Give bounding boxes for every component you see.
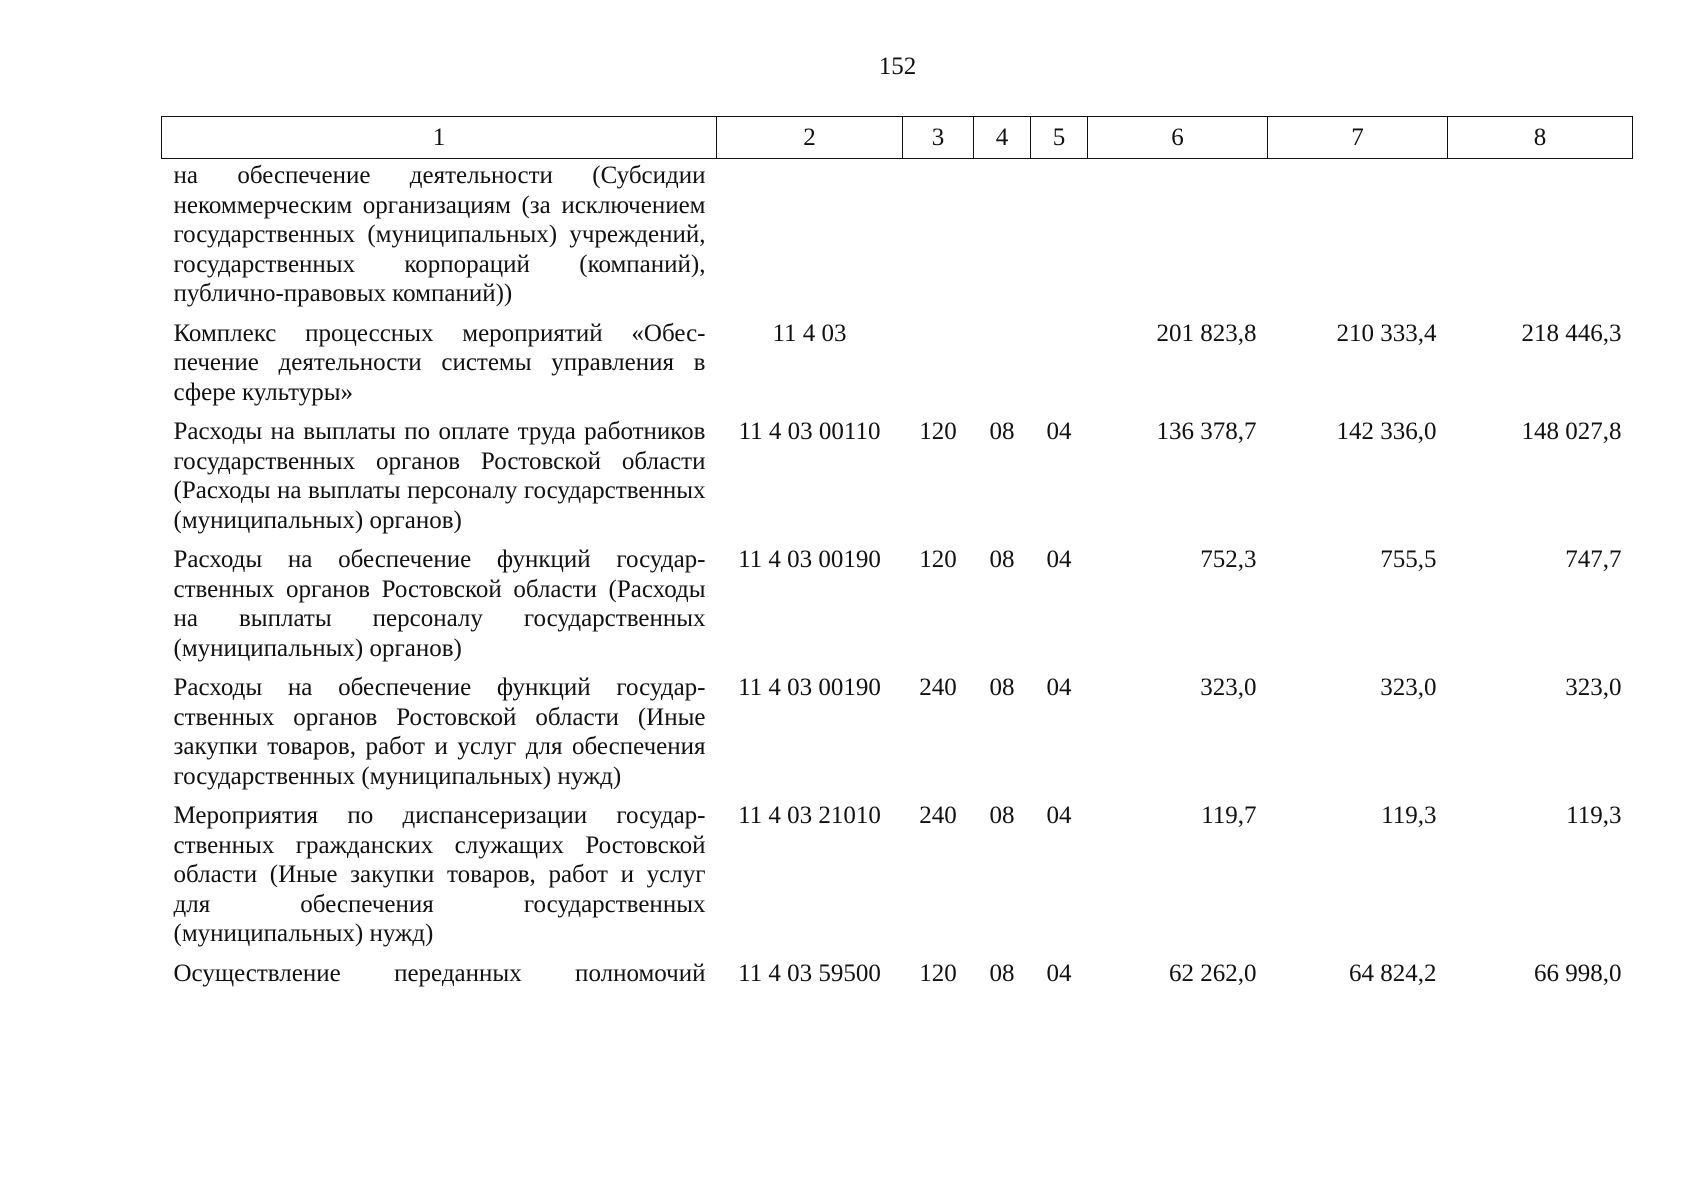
row-amount-col6: 136 378,7 (1156, 418, 1257, 445)
row-amount-col8 (1448, 159, 1633, 319)
table-row (162, 159, 1633, 319)
table-row (162, 673, 1633, 801)
row-target-code: 11 4 03 (772, 319, 847, 347)
row-amount-col8: 119,3 (1566, 802, 1622, 829)
header-col-7: 7 (1268, 117, 1448, 159)
row-name: Мероприятия по диспансеризации государственных гражданских служащих Ростовской области (Иные закупки товаров, работ и услуг для обеспечения государственных (муниципальных) нужд) (173, 802, 706, 947)
row-amount-col6: 201 823,8 (1156, 319, 1257, 347)
row-amount-col8: 66 998,0 (1534, 959, 1622, 987)
row-expense-type: 120 (919, 959, 957, 987)
row-amount-col8: 747,7 (1565, 546, 1622, 573)
row-amount-col7: 210 333,4 (1336, 319, 1437, 347)
row-amount-col7 (1268, 159, 1448, 319)
row-name: Осуществление переданных полномочий (173, 959, 706, 987)
table-header (162, 117, 1633, 159)
row-amount-col6: 119,7 (1201, 802, 1257, 829)
row-amount-col8: 218 446,3 (1521, 319, 1622, 347)
table-row (162, 801, 1633, 959)
row-target-code: 11 4 03 00110 (738, 418, 881, 445)
header-col-1: 1 (162, 117, 717, 159)
row-expense-type (903, 159, 974, 319)
row-section (974, 319, 1031, 418)
header-col-3: 3 (903, 117, 974, 159)
row-section: 08 (989, 959, 1015, 987)
row-amount-col8: 148 027,8 (1521, 418, 1622, 445)
table-body (162, 159, 1633, 999)
row-subsection (1031, 159, 1088, 319)
row-expense-type (903, 319, 974, 418)
row-expense-type: 120 (919, 546, 957, 573)
row-target-code: 11 4 03 00190 (738, 674, 881, 701)
budget-table (161, 116, 1633, 998)
row-amount-col6: 752,3 (1200, 546, 1257, 573)
row-name: на обеспечение деятельности (Субсидии некоммерческим организациям (за исключением государственных (муниципальных) учреждений, государственных корпораций (компаний), публично-правовых компаний)) (173, 162, 706, 307)
table-row (162, 545, 1633, 673)
row-name: Расходы на обеспечение функций государственных органов Ростовской области (Иные закупки товаров, работ и услуг для обеспечения государственных (муниципальных) нужд) (173, 674, 706, 790)
row-section: 08 (989, 418, 1015, 445)
row-target-code: 11 4 03 21010 (738, 802, 881, 829)
row-amount-col8: 323,0 (1565, 674, 1622, 701)
table-row (162, 417, 1633, 545)
row-section: 08 (989, 674, 1015, 701)
row-subsection: 04 (1046, 959, 1072, 987)
row-name: Расходы на выплаты по оплате труда работников государственных органов Ростовской области (Расходы на выплаты персоналу государственных (муниципальных) органов) (173, 418, 706, 534)
page-number: 152 (878, 53, 917, 80)
row-amount-col7: 64 824,2 (1349, 959, 1437, 987)
row-expense-type: 240 (919, 802, 957, 829)
row-amount-col6: 323,0 (1200, 674, 1257, 701)
header-col-8: 8 (1448, 117, 1633, 159)
row-amount-col7: 323,0 (1380, 674, 1437, 701)
row-target-code (717, 159, 903, 319)
header-col-6: 6 (1088, 117, 1268, 159)
header-col-2: 2 (717, 117, 903, 159)
row-name: Комплекс процессных мероприятий «Обеспечение деятельности системы управления в сфере культуры» (173, 319, 706, 406)
table-row (162, 959, 1633, 999)
row-amount-col6: 62 262,0 (1169, 959, 1257, 987)
row-subsection: 04 (1046, 418, 1072, 445)
table-row (162, 319, 1633, 418)
row-expense-type: 120 (919, 418, 957, 445)
row-target-code: 11 4 03 59500 (738, 959, 881, 987)
header-col-5: 5 (1031, 117, 1088, 159)
row-section: 08 (989, 802, 1015, 829)
row-subsection: 04 (1046, 546, 1072, 573)
header-col-4: 4 (974, 117, 1031, 159)
row-subsection: 04 (1046, 674, 1072, 701)
row-amount-col7: 142 336,0 (1336, 418, 1437, 445)
row-section (974, 159, 1031, 319)
row-subsection (1031, 319, 1088, 418)
row-expense-type: 240 (919, 674, 957, 701)
header-row (162, 117, 1633, 159)
row-name: Расходы на обеспечение функций государственных органов Ростовской области (Расходы на выплаты персоналу государственных (муниципальных) органов) (173, 546, 706, 662)
row-subsection: 04 (1046, 802, 1072, 829)
row-target-code: 11 4 03 00190 (738, 546, 881, 573)
row-amount-col7: 755,5 (1380, 546, 1437, 573)
row-amount-col6 (1088, 159, 1268, 319)
row-section: 08 (989, 546, 1015, 573)
row-amount-col7: 119,3 (1381, 802, 1437, 829)
